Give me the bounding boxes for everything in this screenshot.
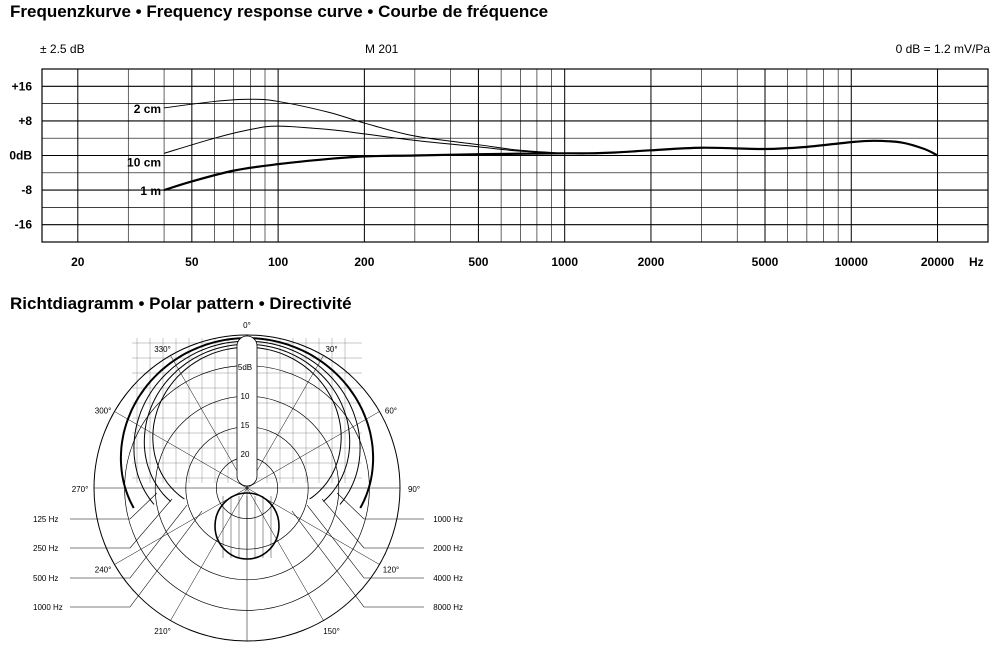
- polar-radial-line: [247, 355, 324, 488]
- sensitivity-note: 0 dB = 1.2 mV/Pa: [895, 42, 990, 56]
- y-tick-label: 0dB: [9, 148, 32, 163]
- angle-label: 0°: [243, 321, 251, 330]
- polar-series-label: 500 Hz: [33, 574, 59, 583]
- x-tick-label: 200: [354, 255, 375, 269]
- angle-label: 240°: [94, 565, 112, 575]
- x-tick-label: 50: [185, 255, 199, 269]
- y-tick-label: -8: [21, 183, 32, 198]
- x-tick-label: 2000: [637, 255, 665, 269]
- series-label: 10 cm: [127, 155, 162, 170]
- polar-leader-line: [337, 493, 424, 519]
- polar-series-label: 250 Hz: [33, 544, 59, 553]
- polar-leader-line: [70, 493, 157, 519]
- polar-radial-line: [171, 488, 248, 621]
- angle-label: 270°: [71, 485, 89, 494]
- y-tick-label: +8: [18, 113, 32, 128]
- polar-series-label: 2000 Hz: [433, 544, 463, 553]
- radial-label: 10: [240, 392, 250, 401]
- y-tick-label: +16: [11, 79, 32, 94]
- angle-label: 300°: [94, 406, 112, 416]
- x-tick-label: 500: [468, 255, 489, 269]
- angle-label: 120°: [382, 565, 400, 575]
- radial-label: 5dB: [237, 363, 253, 372]
- polar-radial-line: [247, 488, 324, 621]
- y-tick-label: -16: [14, 217, 32, 232]
- polar-series-label: 4000 Hz: [433, 574, 463, 583]
- angle-label: 60°: [384, 406, 398, 416]
- polar-pattern-title: Richtdiagramm • Polar pattern • Directivité: [10, 294, 352, 313]
- polar-series-label: 1000 Hz: [33, 603, 63, 612]
- radial-label: 15: [240, 421, 250, 430]
- x-tick-label: 100: [268, 255, 289, 269]
- frequency-response-title: Frequenzkurve • Frequency response curve • Courbe de fréquence: [10, 2, 549, 21]
- model-label: M 201: [365, 42, 399, 56]
- polar-series-label: 1000 Hz: [433, 515, 463, 524]
- angle-label: 330°: [154, 345, 171, 355]
- polar-series-label: 8000 Hz: [433, 603, 463, 612]
- x-axis-unit: Hz: [969, 255, 984, 269]
- polar-series-label: 125 Hz: [33, 515, 59, 524]
- angle-label: 150°: [323, 626, 340, 636]
- x-tick-label: 1000: [551, 255, 579, 269]
- polar-scale-strip: [237, 336, 257, 486]
- series-label: 1 m: [140, 184, 162, 199]
- polar-radial-line: [171, 355, 248, 488]
- x-tick-label: 20: [71, 255, 85, 269]
- x-tick-label: 10000: [834, 255, 868, 269]
- radial-label: 20: [240, 450, 250, 459]
- polar-leader-line: [70, 505, 187, 578]
- angle-label: 210°: [154, 626, 171, 636]
- angle-label: 30°: [325, 345, 338, 355]
- x-tick-label: 5000: [751, 255, 779, 269]
- angle-label: 90°: [407, 485, 421, 494]
- series-label: 2 cm: [133, 101, 162, 116]
- x-tick-label: 20000: [920, 255, 955, 269]
- tolerance-note: ± 2.5 dB: [40, 42, 85, 56]
- polar-leader-line: [307, 505, 424, 578]
